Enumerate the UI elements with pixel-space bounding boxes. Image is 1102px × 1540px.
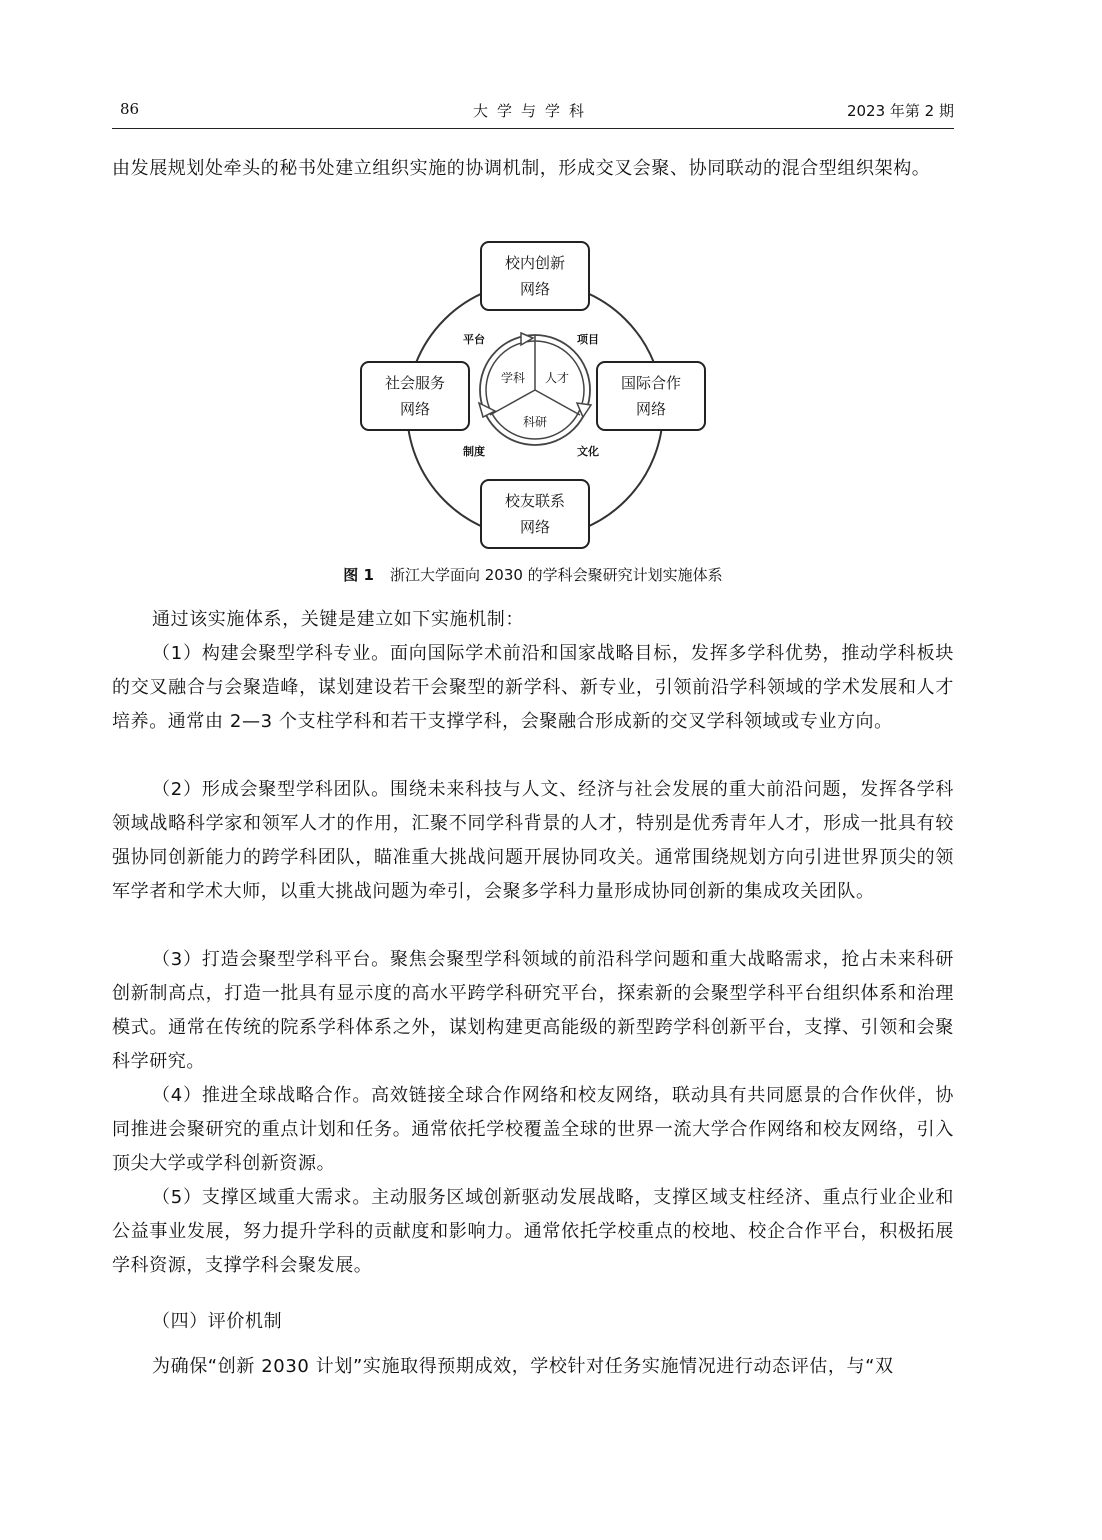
item-paragraph-3: （3）打造会聚型学科平台。聚焦会聚型学科领域的前沿科学问题和重大战略需求，抢占未来科研创新制高点，打造一批具有显示度的高水平跨学科研究平台，探索新的会聚型学科平台组织体系和治理模式。通常在传统的院系学科体系之外，谋划构建更高能级的新型跨学科创新平台，支撑、引领和会聚科学研究。	[112, 949, 954, 1072]
item-paragraph-5: （5）支撑区域重大需求。主动服务区域创新驱动发展战略，支撑区域支柱经济、重点行业企业和公益事业发展，努力提升学科的贡献度和影响力。通常依托学校重点的校地、校企合作平台，积极拓展学科资源，支撑学科会聚发展。	[112, 1187, 954, 1276]
inner-label-research: 科研	[523, 415, 548, 429]
lead-paragraph: 通过该实施体系，关键是建立如下实施机制：	[152, 609, 524, 630]
item-paragraph-2: （2）形成会聚型学科团队。围绕未来科技与人文、经济与社会发展的重大前沿问题，发挥各学科领域战略科学家和领军人才的作用，汇聚不同学科背景的人才，特别是优秀青年人才，形成一批具有较强协同创新能力的跨学科团队，瞄准重大挑战问题开展协同攻关。通常围绕规划方向引进世界顶尖的领军学者和学术大师，以重大挑战问题为牵引，会聚多学科力量形成协同创新的集成攻关团队。	[112, 779, 954, 902]
issue-label: 2023 年第 2 期	[846, 102, 954, 120]
figure-caption	[112, 564, 954, 585]
figure-diagram	[355, 235, 715, 555]
inner-divider-left	[490, 390, 535, 415]
item-paragraph-4: （4）推进全球战略合作。高效链接全球合作网络和校友网络，联动具有共同愿景的合作伙伴，协同推进会聚研究的重点计划和任务。通常依托学校覆盖全球的世界一流大学合作网络和校友网络，引入顶尖大学或学科创新资源。	[112, 1085, 954, 1174]
figure-caption-text: 浙江大学面向 2030 的学科会聚研究计划实施体系	[389, 566, 723, 584]
ring-label-platform: 平台	[463, 333, 485, 346]
node-left-line1: 社会服务	[384, 374, 445, 392]
ring-label-culture: 文化	[577, 445, 599, 458]
item-paragraph-1: （1）构建会聚型学科专业。面向国际学术前沿和国家战略目标，发挥多学科优势，推动学科板块的交叉融合与会聚造峰，谋划建设若干会聚型的新学科、新专业，引领前沿学科领域的学术发展和人才培养。通常由 2—3 个支柱学科和若干支撑学科，会聚融合形成新的交叉学科领域或专业方向。	[112, 643, 954, 732]
node-top-line1: 校内创新	[504, 254, 565, 272]
inner-divider-right	[535, 390, 580, 415]
inner-label-discipline: 学科	[501, 371, 526, 385]
ring-label-project: 项目	[577, 333, 599, 346]
node-left-line2: 网络	[399, 400, 430, 418]
figure-number: 图 1	[343, 566, 374, 584]
page-number: 86	[120, 100, 140, 118]
node-right-line2: 网络	[635, 400, 666, 418]
node-international-cooperation-network	[596, 361, 706, 431]
section-heading: （四）评价机制	[152, 1311, 283, 1332]
header-rule	[112, 128, 954, 129]
node-right-line1: 国际合作	[620, 374, 681, 392]
ring-label-system: 制度	[463, 445, 485, 458]
node-social-service-network	[360, 361, 470, 431]
node-alumni-network	[480, 479, 590, 549]
node-bottom-line1: 校友联系	[504, 492, 565, 510]
journal-title: 大学与学科	[472, 102, 593, 120]
node-top-line2: 网络	[519, 280, 550, 298]
node-campus-innovation-network	[480, 241, 590, 311]
inner-label-talent: 人才	[545, 371, 570, 385]
closing-paragraph: 为确保“创新 2030 计划”实施取得预期成效，学校针对任务实施情况进行动态评估，与“双	[152, 1356, 894, 1377]
node-bottom-line2: 网络	[519, 518, 550, 536]
running-header	[112, 100, 954, 122]
intro-paragraph: 由发展规划处牵头的秘书处建立组织实施的协调机制，形成交叉会聚、协同联动的混合型组织架构。	[112, 158, 931, 179]
